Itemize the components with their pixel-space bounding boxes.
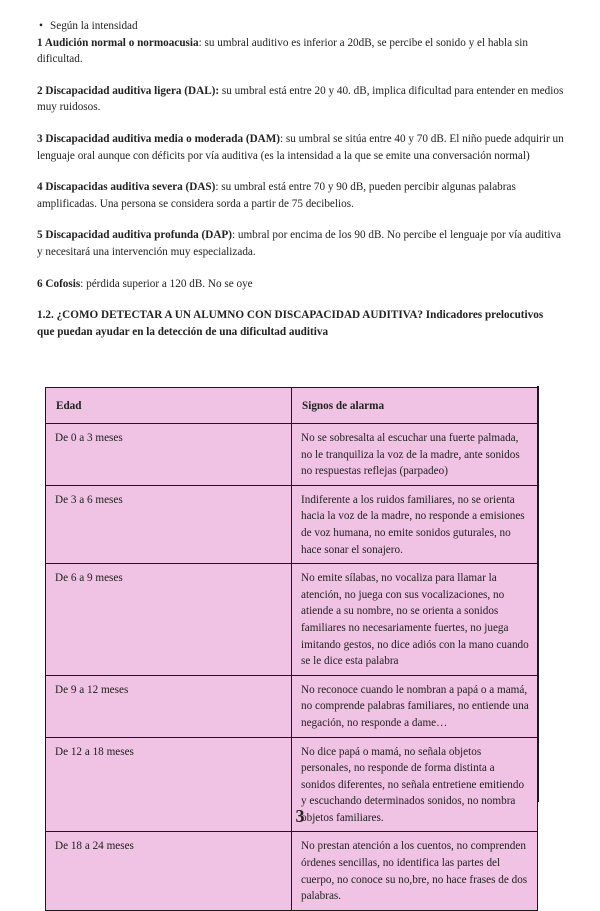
header-age: Edad: [46, 388, 292, 424]
level-5-label: 5 Discapacidad auditiva profunda (DAP): [37, 229, 232, 242]
level-1-text: : su umbral auditivo es inferior a 20dB, se percibe el sonido y el habla sin dificultad.: [37, 36, 528, 66]
level-2: [37, 83, 565, 116]
bullet-intensity: • Según la intensidad: [37, 18, 565, 35]
level-6: [37, 276, 565, 293]
row-age: De 18 a 24 meses: [46, 832, 292, 910]
header-signs: Signos de alarma: [292, 388, 538, 424]
row-age: De 6 a 9 meses: [46, 564, 292, 676]
table-row: [46, 424, 538, 486]
table-header-row: [46, 388, 538, 424]
table-row: [46, 485, 538, 563]
level-3-text: : su umbral se sitúa entre 40 y 70 dB. El niño puede adquirir un lenguaje oral aunque con déficits por vía auditiva (es la intensidad a la que se emite una conversación normal): [37, 132, 564, 162]
level-2-label: 2 Discapacidad auditiva ligera (DAL):: [37, 84, 220, 97]
level-4-label: 4 Discapacidas auditiva severa (DAS): [37, 181, 216, 194]
page-number: 3: [295, 806, 305, 826]
level-5-text: : umbral por encima de los 90 dB. No percibe el lenguaje por vía auditiva y necesitará una intervención muy especializada.: [37, 229, 561, 258]
row-signs: No reconoce cuando le nombran a papá o a mamá, no comprende palabras familiares, no entiende una negación, no responde a dame…: [292, 675, 538, 737]
row-age: De 3 a 6 meses: [46, 485, 292, 563]
level-1: [37, 35, 565, 68]
row-signs: No prestan atención a los cuentos, no comprenden órdenes sencillas, no identifica las partes del cuerpo, no conoce su no,bre, no hace frases de dos palabras.: [292, 832, 538, 910]
level-5: [37, 227, 565, 260]
row-signs: Indiferente a los ruidos familiares, no se orienta hacia la voz de la madre, no responde a emisiones de voz humana, no emite sonidos guturales, no hace sonar el sonajero.: [292, 485, 538, 563]
table-row: [46, 564, 538, 676]
document-page: [37, 18, 565, 341]
row-age: De 0 a 3 meses: [46, 424, 292, 486]
table-row: [46, 675, 538, 737]
level-1-label: 1 Audición normal o normoacusia: [37, 36, 199, 49]
level-4-text: : su umbral está entre 70 y 90 dB, pueden percibir algunas palabras amplificadas. Una persona se considera sorda a partir de 75 decibelios.: [37, 181, 516, 210]
row-signs: No se sobresalta al escuchar una fuerte palmada, no le tranquiliza la voz de la madre, ante sonidos no respuestas reflejas (parpadeo): [292, 424, 538, 486]
level-3-label: 3 Discapacidad auditiva media o moderada (DAM): [37, 132, 281, 145]
section-heading: 1.2. ¿COMO DETECTAR A UN ALUMNO CON DISCAPACIDAD AUDITIVA? Indicadores prelocutivos que puedan ayudar en la detección de una dificultad auditiva: [37, 309, 544, 339]
level-6-label: 6 Cofosis: [37, 277, 81, 290]
table-row: [46, 832, 538, 910]
level-3: [37, 131, 565, 164]
row-signs: No dice papá o mamá, no señala objetos personales, no responde de forma distinta a sonidos diferentes, no señala entretiene emitiendo y escuchando determinados sonidos, no nombra objetos familiares.: [292, 737, 538, 832]
row-signs: No emite sílabas, no vocaliza para llamar la atención, no juega con sus vocalizaciones, no atiende a su nombre, no se orienta a sonidos familiares no necesariamente fuertes, no juega imitando gestos, no dice adiós con la mano cuando se le dice esta palabra: [292, 564, 538, 676]
alarm-signs-table: [45, 387, 538, 911]
level-2-text: su umbral está entre 20 y 40. dB, implica dificultad para entender en medios muy ruidosos.: [37, 84, 564, 114]
row-age: De 12 a 18 meses: [46, 737, 292, 832]
row-age: De 9 a 12 meses: [46, 675, 292, 737]
level-6-text: : pérdida superior a 120 dB. No se oye: [80, 277, 253, 290]
level-4: [37, 179, 565, 212]
